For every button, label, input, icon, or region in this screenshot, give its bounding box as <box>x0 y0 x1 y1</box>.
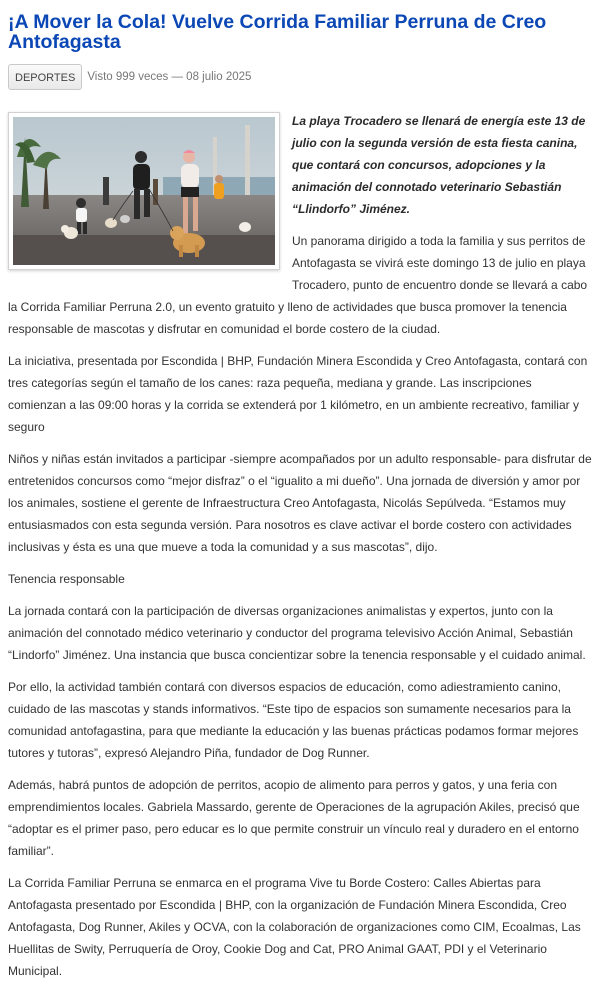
paragraph-7: La Corrida Familiar Perruna se enmarca en el programa Vive tu Borde Costero: Calles Abiertas para Antofagasta presentado por Escondida | BHP, con la organización de Fundación Minera Escondida, Creo Antofagasta, Dog Runner, Akiles y OCVA, con la colaboración de organizaciones como CIM, Ecoalmas, Las Huellitas de Swity, Perruquería de Oroy, Cookie Dog and Cat, PRO Animal GAAT, PDI y el Veterinario Municipal. <box>8 876 581 978</box>
article-photo <box>8 112 280 270</box>
article-lead: La playa Trocadero se llenará de energía este 13 de julio con la segunda versión de esta fiesta canina, que contará con concursos, adopciones y la animación del connotado veterinario Sebastián “Llindorfo” Jiménez. <box>292 114 586 216</box>
paragraph-3: Niños y niñas están invitados a participar -siempre acompañados por un adulto responsable- para disfrutar de entretenidos concursos como “mejor disfraz” o el “igualito a mi dueño”. Una jornada de diversión y amor por los animales, sostiene el gerente de Infraestructura Creo Antofagasta, Nicolás Sepúlveda. “Estamos muy entusiasmados con esta segunda versión. Para nosotros es clave activar el borde costero con actividades inclusivas y ésta es una que mueve a toda la comunidad y a sus mascotas”, dijo. <box>8 452 592 554</box>
paragraph-4: La jornada contará con la participación de diversas organizaciones animalistas y expertos, junto con la animación del connotado médico veterinario y conductor del programa televisivo Acción Animal, Sebastián “Lindorfo” Jiménez. Una instancia que busca concientizar sobre la tenencia responsable y el cuidado animal. <box>8 604 586 662</box>
paragraph-2: La iniciativa, presentada por Escondida | BHP, Fundación Minera Escondida y Creo Antofagasta, contará con tres categorías según el tamaño de los canes: raza pequeña, mediana y grande. Las inscripciones comienzan a las 09:00 horas y la corrida se extenderá por 1 kilómetro, en un ambiente recreativo, familiar y seguro <box>8 354 588 434</box>
paragraph-1: Un panorama dirigido a toda la familia y sus perritos de Antofagasta se vivirá este domingo 13 de julio en playa Trocadero, punto de encuentro donde se llevará a cabo la Corrida Familiar Perruna 2.0, un evento gratuito y lleno de actividades que busca promover la tenencia responsable de mascotas y disfrutar en comunidad el borde costero de la ciudad. <box>8 234 588 336</box>
subheading-tenencia-responsable: Tenencia responsable <box>8 572 125 586</box>
views-date: Visto 999 veces — 08 julio 2025 <box>87 71 252 83</box>
article-title: ¡A Mover la Cola! Vuelve Corrida Familiar Perruna de Creo Antofagasta <box>8 11 547 53</box>
photo-runners-with-dogs <box>13 117 275 265</box>
article-meta <box>8 62 592 92</box>
paragraph-5: Por ello, la actividad también contará con diversos espacios de educación, como adiestramiento canino, cuidado de las mascotas y stands informativos. “Este tipo de espacios son sumamente necesarios para la comunidad antofagastina, para que mediante la educación y las buenas prácticas podamos formar mejores tutores y tutoras”, expresó Alejandro Piña, fundador de Dog Runner. <box>8 680 579 760</box>
paragraph-6: Además, habrá puntos de adopción de perritos, acopio de alimento para perros y gatos, y una feria con emprendimientos locales. Gabriela Massardo, gerente de Operaciones de la agrupación Akiles, precisó que “adoptar es el primer paso, pero educar es lo que permite construir un vínculo real y duradero en el entorno familiar”. <box>8 778 580 858</box>
category-badge[interactable]: DEPORTES <box>8 64 82 90</box>
article-body <box>8 110 592 982</box>
